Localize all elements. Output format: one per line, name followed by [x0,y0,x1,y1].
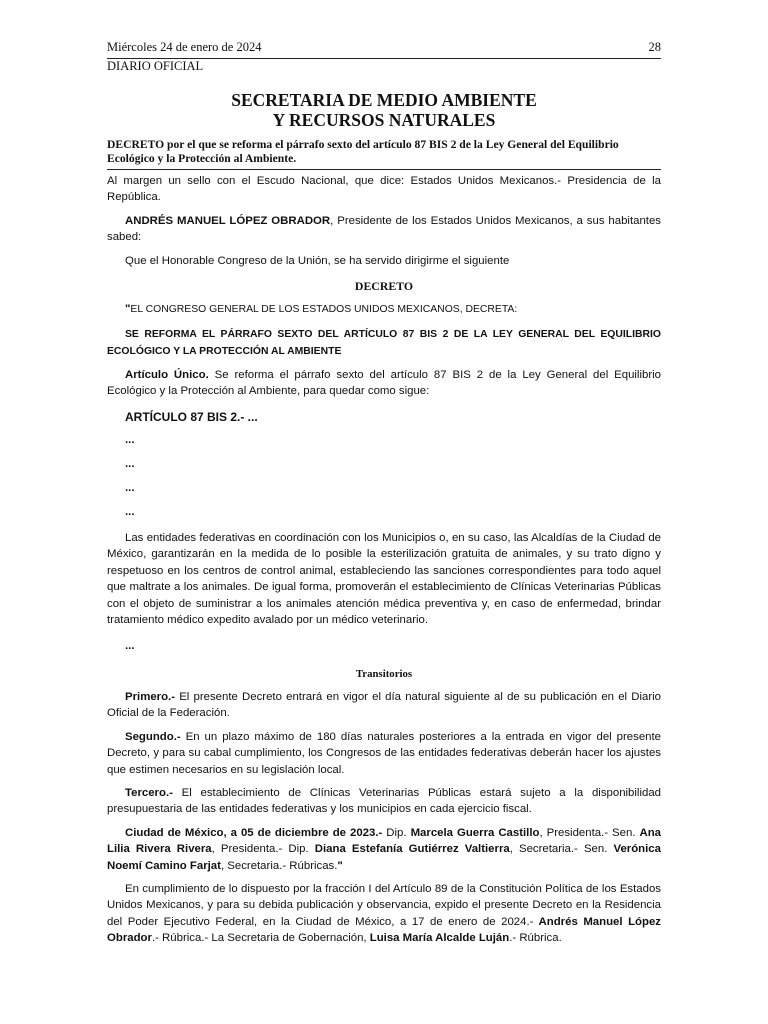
articulo-unico-paragraph [107,367,661,400]
transitorio-text: El presente Decreto entrará en vigor el día natural siguiente al de su publicación en el Diario Oficial de la Federación. [107,690,661,720]
transitorios-heading: Transitorios [355,667,413,680]
closing-secretary-name: Luisa María Alcalde Luján [369,932,510,945]
signature-text: , Secretaria.- Rúbricas. [220,859,338,872]
document-page [107,40,661,947]
reform-heading: SE REFORMA EL PÁRRAFO SEXTO DEL ARTÍCULO 87 BIS 2 DE LA LEY GENERAL DEL EQUILIBRIO ECOLÓGICO Y LA PROTECCIÓN AL AMBIENTE [107,328,661,357]
closing-text: .- Rúbrica. [509,932,562,945]
articulo-unico-lead: Artículo Único. [125,368,209,381]
decreto-heading: DECRETO [354,279,414,294]
signature-name: Verónica Noemí Camino Farjat [107,843,661,872]
congress-paragraph: Que el Honorable Congreso de la Unión, se ha servido dirigirme el siguiente [125,254,510,267]
main-paragraph: Las entidades federativas en coordinación con los Municipios o, en su caso, las Alcaldías de la Ciudad de México, garantizarán en la medida de lo posible la esterilización gratuita de animales, y su trato digno y respetuoso en los centros de control animal, estableciendo las sanciones correspondientes para todo aquel que maltrate a los animales. De igual forma, promoverán el establecimiento de Clínicas Veterinarias Públicas con el objeto de suministrar a los animales atención médica preventiva y, en caso de enfermedad, brindar tratamiento médico expedito avalado por un médico veterinario. [107,532,661,627]
signature-date: Ciudad de México, a 05 de diciembre de 2023.- [125,826,383,839]
signatures-paragraph [107,825,661,874]
header-page-number: 28 [648,40,661,54]
articulo-unico-text: Se reforma el párrafo sexto del artículo 87 BIS 2 de la Ley General del Equilibrio Ecológico y la Protección al Ambiente, para quedar como sigue: [107,368,661,398]
transitorio-lead: Segundo.- [125,730,181,743]
closing-text: En cumplimiento de lo dispuesto por la fracción I del Artículo 89 de la Constitución Política de los Estados Unidos Mexicanos, y para su debida publicación y observancia, expido el presente Decreto en la Residencia del Poder Ejecutivo Federal, en la Ciudad de México, a 17 de enero de 2024.- [107,882,661,928]
transitorio-tercero [107,785,661,818]
president-text: , Presidente de los Estados Unidos Mexicanos, a sus habitantes sabed: [107,214,661,244]
transitorio-text: En un plazo máximo de 180 días naturales posteriores a la entrada en vigor del presente Decreto, y para su cabal cumplimiento, los Congresos de las entidades federativas deberán hacer los ajustes que estimen necesarios en su legislación local. [107,730,661,776]
decree-title-rest: por el que se reforma el párrafo sexto del artículo 87 BIS 2 de la Ley General del Equilibrio Ecológico y la Protección al Ambiente. [107,138,619,165]
decree-title-lead: DECRETO [107,138,165,151]
signature-text: , Presidenta.- Sen. [539,826,640,839]
page-header [107,40,661,77]
header-publication: DIARIO OFICIAL [107,59,204,73]
transitorio-text: El establecimiento de Clínicas Veterinarias Públicas estará sujeto a la disponibilidad presupuestaria de las entidades federativas y los municipios en cada ejercicio fiscal. [107,786,661,816]
closing-president-name: Andrés Manuel López Obrador [107,915,661,945]
closing-paragraph [107,881,661,947]
document-body [107,173,661,947]
transitorio-lead: Tercero.- [125,786,173,799]
secretaria-heading [107,90,661,130]
article-87-heading: ARTÍCULO 87 BIS 2.- ... [125,409,258,424]
ellipsis-end: ... [125,639,135,652]
decree-title [107,138,661,170]
signature-name: Ana Lilia Rivera Rivera [107,826,661,856]
decreta-text: EL CONGRESO GENERAL DE LOS ESTADOS UNIDOS MEXICANOS, DECRETA: [130,304,518,316]
decreta-quote: " [125,303,131,316]
signature-text: , Presidenta.- Dip. [211,843,315,856]
decreta-paragraph [107,301,661,318]
ellipsis-line: ... [125,506,135,519]
signature-quote: " [337,859,343,872]
closing-text: .- Rúbrica.- La Secretaria de Gobernación, [151,932,370,945]
transitorio-lead: Primero.- [125,690,176,703]
ellipsis-line: ... [125,482,135,495]
president-paragraph [107,213,661,246]
ellipsis-line: ... [125,434,135,447]
signature-name: Diana Estefanía Gutiérrez Valtierra [314,843,510,856]
signature-text: , Secretaria.- Sen. [509,843,614,856]
president-name: ANDRÉS MANUEL LÓPEZ OBRADOR [125,214,331,227]
secretaria-line-1: SECRETARIA DE MEDIO AMBIENTE [231,90,537,110]
secretaria-line-2: Y RECURSOS NATURALES [272,110,496,130]
seal-paragraph: Al margen un sello con el Escudo Nacional, que dice: Estados Unidos Mexicanos.- Presidencia de la República. [107,175,661,204]
signature-text: Dip. [382,826,411,839]
ellipsis-line: ... [125,458,135,471]
header-date: Miércoles 24 de enero de 2024 [107,40,262,54]
transitorio-segundo [107,729,661,778]
signature-name: Marcela Guerra Castillo [410,826,540,839]
transitorio-primero [107,689,661,722]
